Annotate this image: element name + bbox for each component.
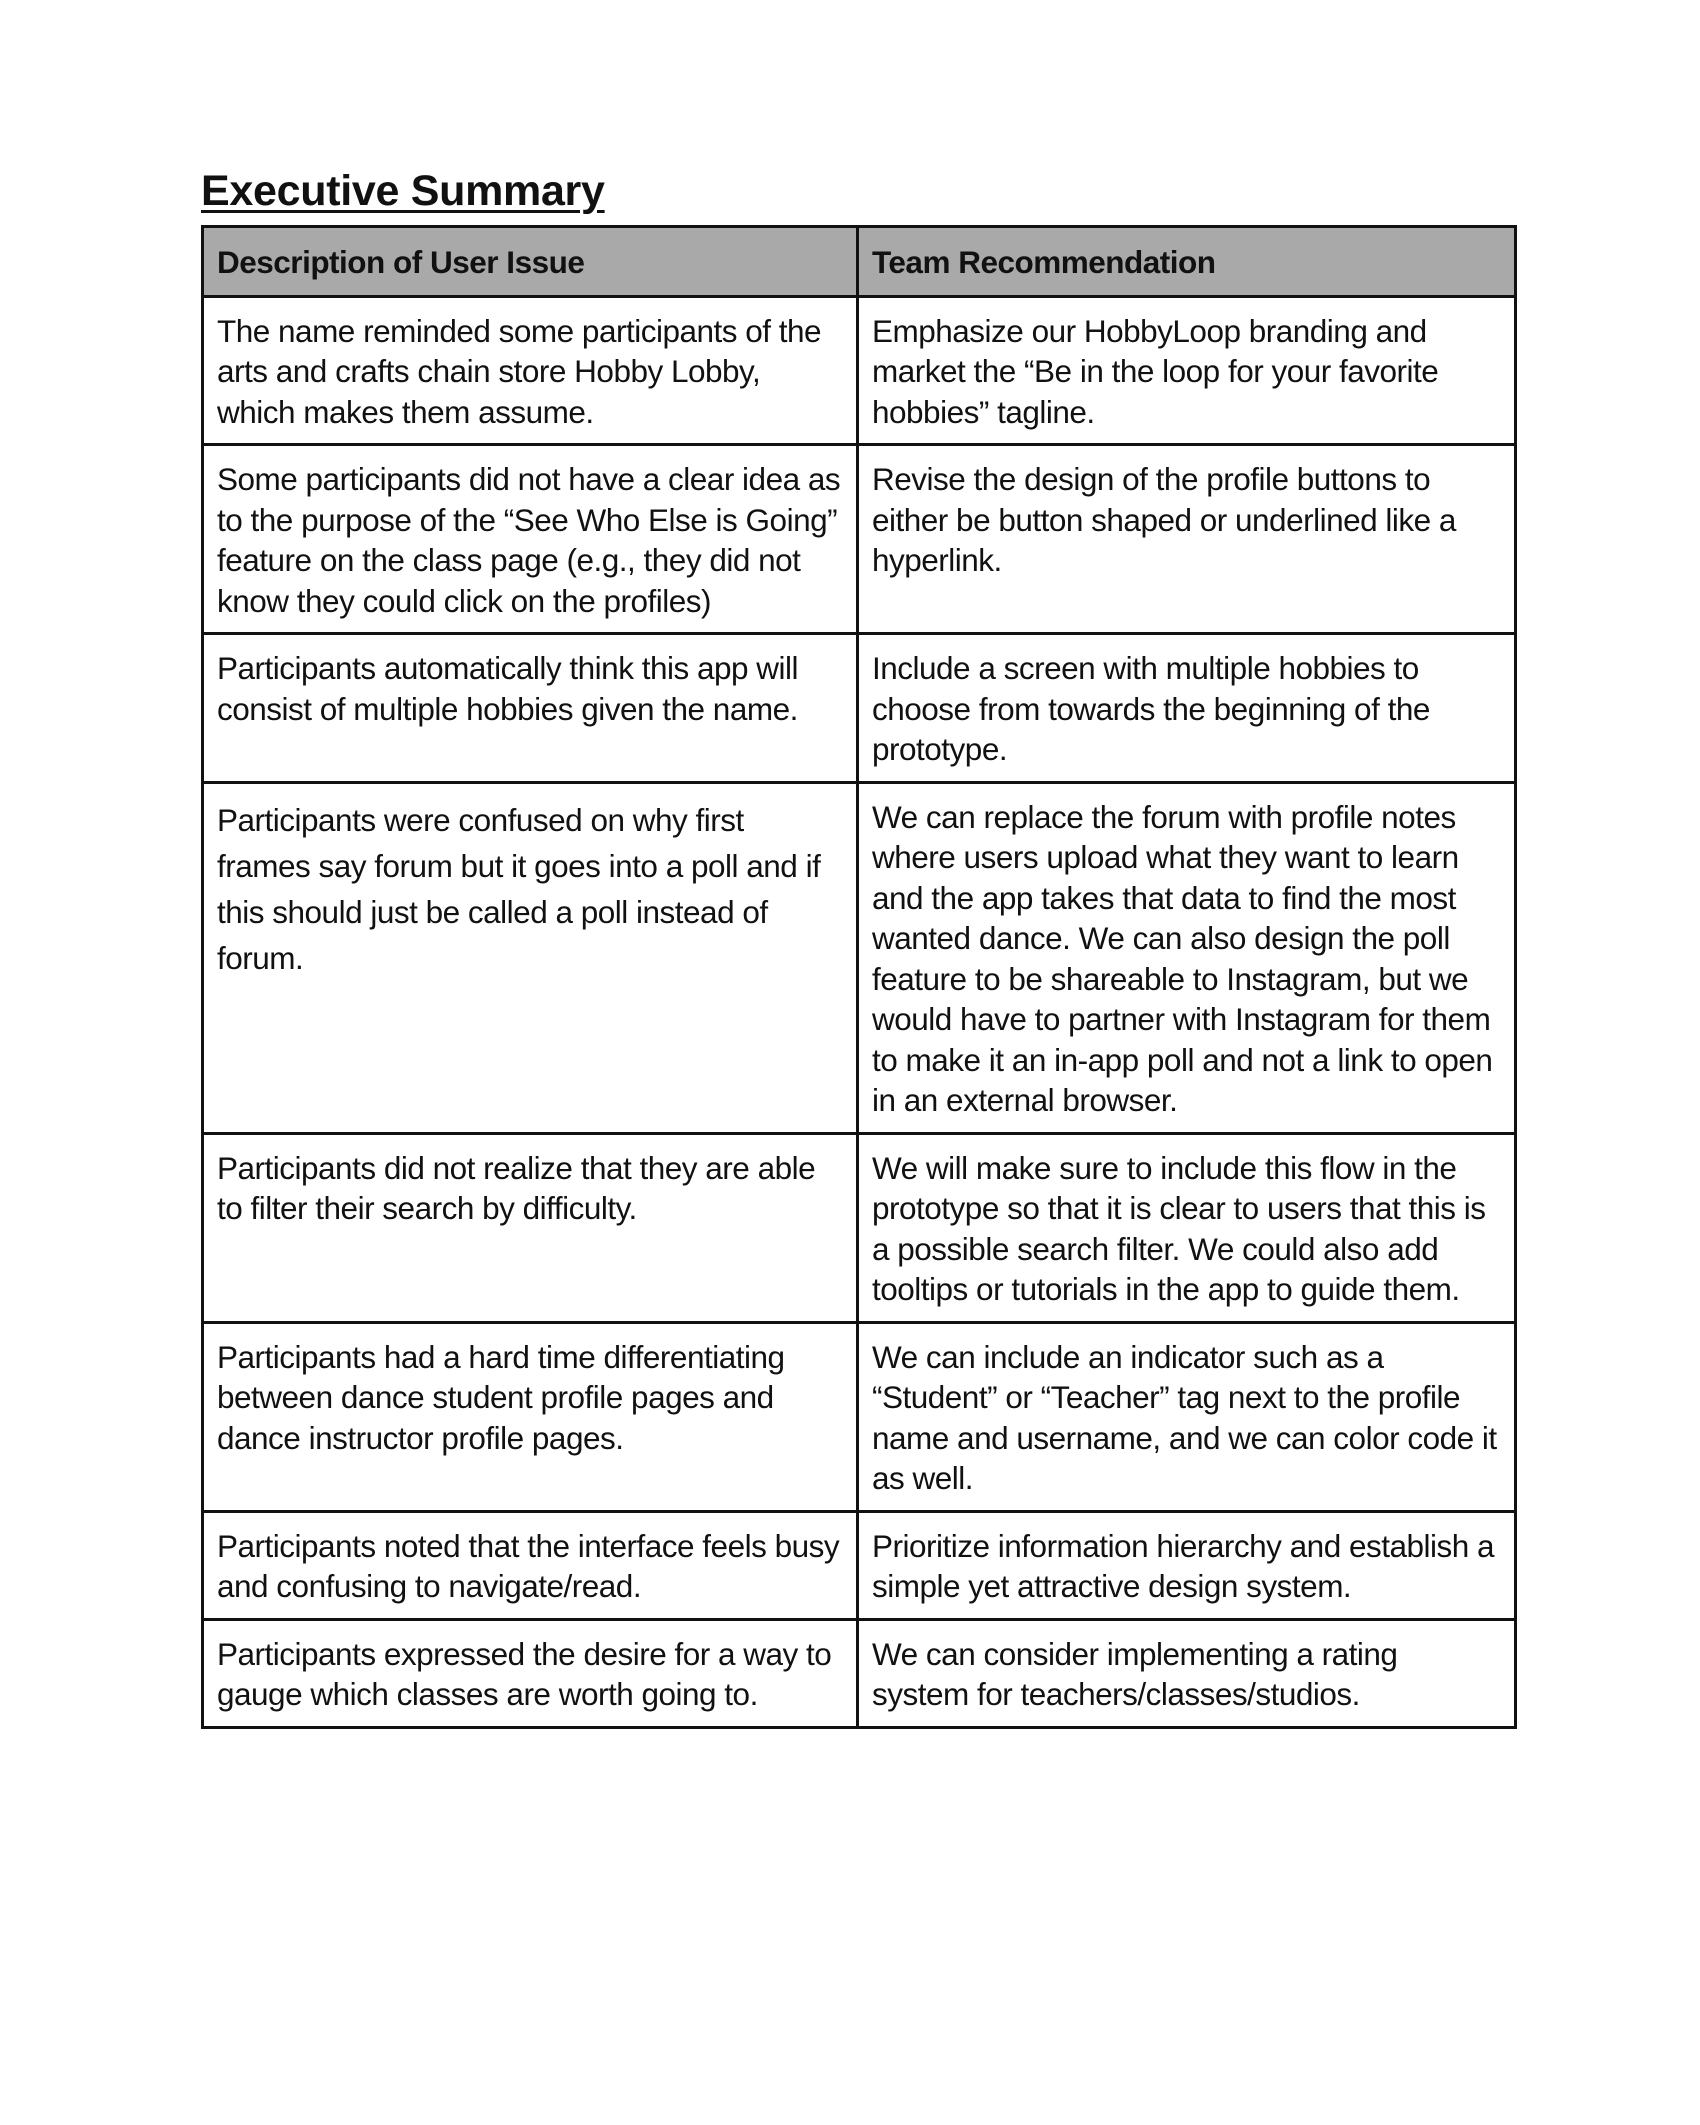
issue-cell: Participants did not realize that they are able to filter their search by difficulty.: [203, 1133, 858, 1322]
issue-cell: Participants expressed the desire for a way to gauge which classes are worth going to.: [203, 1619, 858, 1727]
issue-cell: Participants automatically think this app will consist of multiple hobbies given the name.: [203, 634, 858, 783]
issue-cell: Some participants did not have a clear idea as to the purpose of the “See Who Else is Going” feature on the class page (e.g., they did not know they could click on the profiles): [203, 445, 858, 634]
table-row: [203, 1511, 1516, 1619]
recommendation-cell: Revise the design of the profile buttons to either be button shaped or underlined like a hyperlink.: [858, 445, 1516, 634]
recommendation-cell: Prioritize information hierarchy and establish a simple yet attractive design system.: [858, 1511, 1516, 1619]
issue-cell: Participants had a hard time differentiating between dance student profile pages and dance instructor profile pages.: [203, 1322, 858, 1511]
header-user-issue: Description of User Issue: [203, 227, 858, 297]
table-row: [203, 296, 1516, 445]
page-title: Executive Summary: [201, 167, 605, 215]
issue-cell: Participants were confused on why first frames say forum but it goes into a poll and if this should just be called a poll instead of forum.: [203, 782, 858, 1133]
issue-cell: Participants noted that the interface feels busy and confusing to navigate/read.: [203, 1511, 858, 1619]
recommendation-cell: We will make sure to include this flow in the prototype so that it is clear to users that this is a possible search filter. We could also add tooltips or tutorials in the app to guide them.: [858, 1133, 1516, 1322]
recommendation-cell: We can replace the forum with profile notes where users upload what they want to learn and the app takes that data to find the most wanted dance. We can also design the poll feature to be shareable to Instagram, but we would have to partner with Instagram for them to make it an in-app poll and not a link to open in an external browser.: [858, 782, 1516, 1133]
issue-cell: The name reminded some participants of the arts and crafts chain store Hobby Lobby, which makes them assume.: [203, 296, 858, 445]
summary-table: [201, 225, 1517, 1729]
table-row: [203, 1619, 1516, 1727]
table-header-row: [203, 227, 1516, 297]
header-team-recommendation: Team Recommendation: [858, 227, 1516, 297]
table-row: [203, 1133, 1516, 1322]
recommendation-cell: Emphasize our HobbyLoop branding and market the “Be in the loop for your favorite hobbies” tagline.: [858, 296, 1516, 445]
table-row: [203, 634, 1516, 783]
recommendation-cell: Include a screen with multiple hobbies to choose from towards the beginning of the prototype.: [858, 634, 1516, 783]
recommendation-cell: We can consider implementing a rating system for teachers/classes/studios.: [858, 1619, 1516, 1727]
table-row: [203, 445, 1516, 634]
table-row: [203, 782, 1516, 1133]
table-row: [203, 1322, 1516, 1511]
recommendation-cell: We can include an indicator such as a “Student” or “Teacher” tag next to the profile name and username, and we can color code it as well.: [858, 1322, 1516, 1511]
